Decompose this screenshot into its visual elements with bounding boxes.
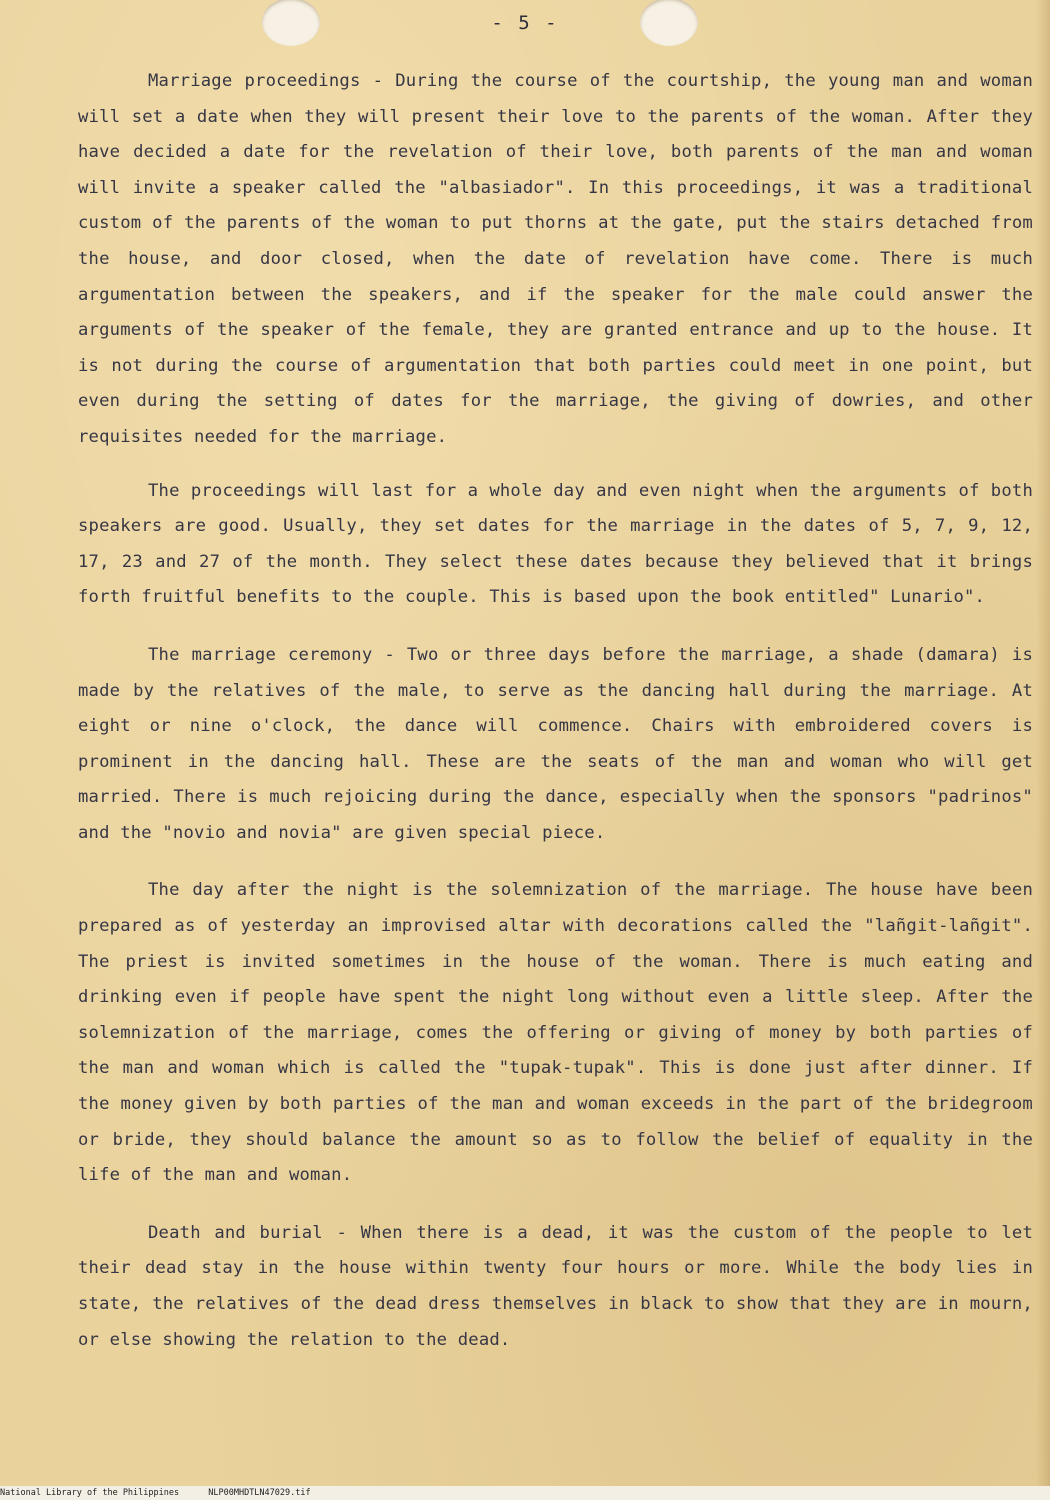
paragraph-death-and-burial: Death and burial - When there is a dead, it was the custom of the people to let their dead stay in the house within twenty four hours or more. While the body lies in state, the relatives of the dead dress themselves in black to show that they are in mourn, or else showing the relation to the dead.	[78, 1222, 1033, 1350]
scan-footer	[0, 1486, 1050, 1500]
footer-library-name: National Library of the Philippines	[0, 1488, 180, 1498]
paragraph-marriage-ceremony: The marriage ceremony - Two or three days before the marriage, a shade (damara) is made by the relatives of the male, to serve as the dancing hall during the marriage. At eight or nine o'clock, the dance will commence. Chairs with embroidered covers is prominent in the dancing hall. These are the seats of the man and woman who will get married. There is much rejoicing during the dance, especially when the sponsors "padrinos" and the "novio and novia" are given special piece.	[78, 644, 1033, 843]
page-number: - 5 -	[491, 12, 559, 34]
page-edge-shadow	[1036, 0, 1050, 1500]
document-body	[78, 64, 1033, 1380]
paragraph-solemnization: The day after the night is the solemnization of the marriage. The house have been prepared as of yesterday an improvised altar with decorations called the "lañgit-lañgit". The priest is invited sometimes in the house of the woman. There is much eating and drinking even if people have spent the night long without even a little sleep. After the solemnization of the marriage, comes the offering or giving of money by both parties of the man and woman which is called the "tupak-tupak". This is done just after dinner. If the money given by both parties of the man and woman exceeds in the part of the bridegroom or bride, they should balance the amount so as to follow the belief of equality in the life of the man and woman.	[78, 880, 1033, 1186]
paragraph-proceedings-dates: The proceedings will last for a whole day and even night when the arguments of both speakers are good. Usually, they set dates for the marriage in the dates of 5, 7, 9, 12, 17, 23 and 27 of the month. They select these dates because they believed that it brings forth fruitful benefits to the couple. This is based upon the book entitled" Lunario".	[78, 480, 1033, 608]
footer-file-name: NLP00MHDTLN47029.tif	[208, 1488, 311, 1498]
paragraph-marriage-proceedings: Marriage proceedings - During the course of the courtship, the young man and woman will set a date when they will present their love to the parents of the woman. After they have decided a date for the revelation of their love, both parents of the man and woman will invite a speaker called the "albasiador". In this proceedings, it was a traditional custom of the parents of the woman to put thorns at the gate, put the stairs detached from the house, and door closed, when the date of revelation have come. There is much argumentation between the speakers, and if the speaker for the male could answer the arguments of the speaker of the female, they are granted entrance and up to the house. It is not during the course of argumentation that both parties could meet in one point, but even during the setting of dates for the marriage, the giving of dowries, and other requisites needed for the marriage.	[78, 71, 1033, 447]
